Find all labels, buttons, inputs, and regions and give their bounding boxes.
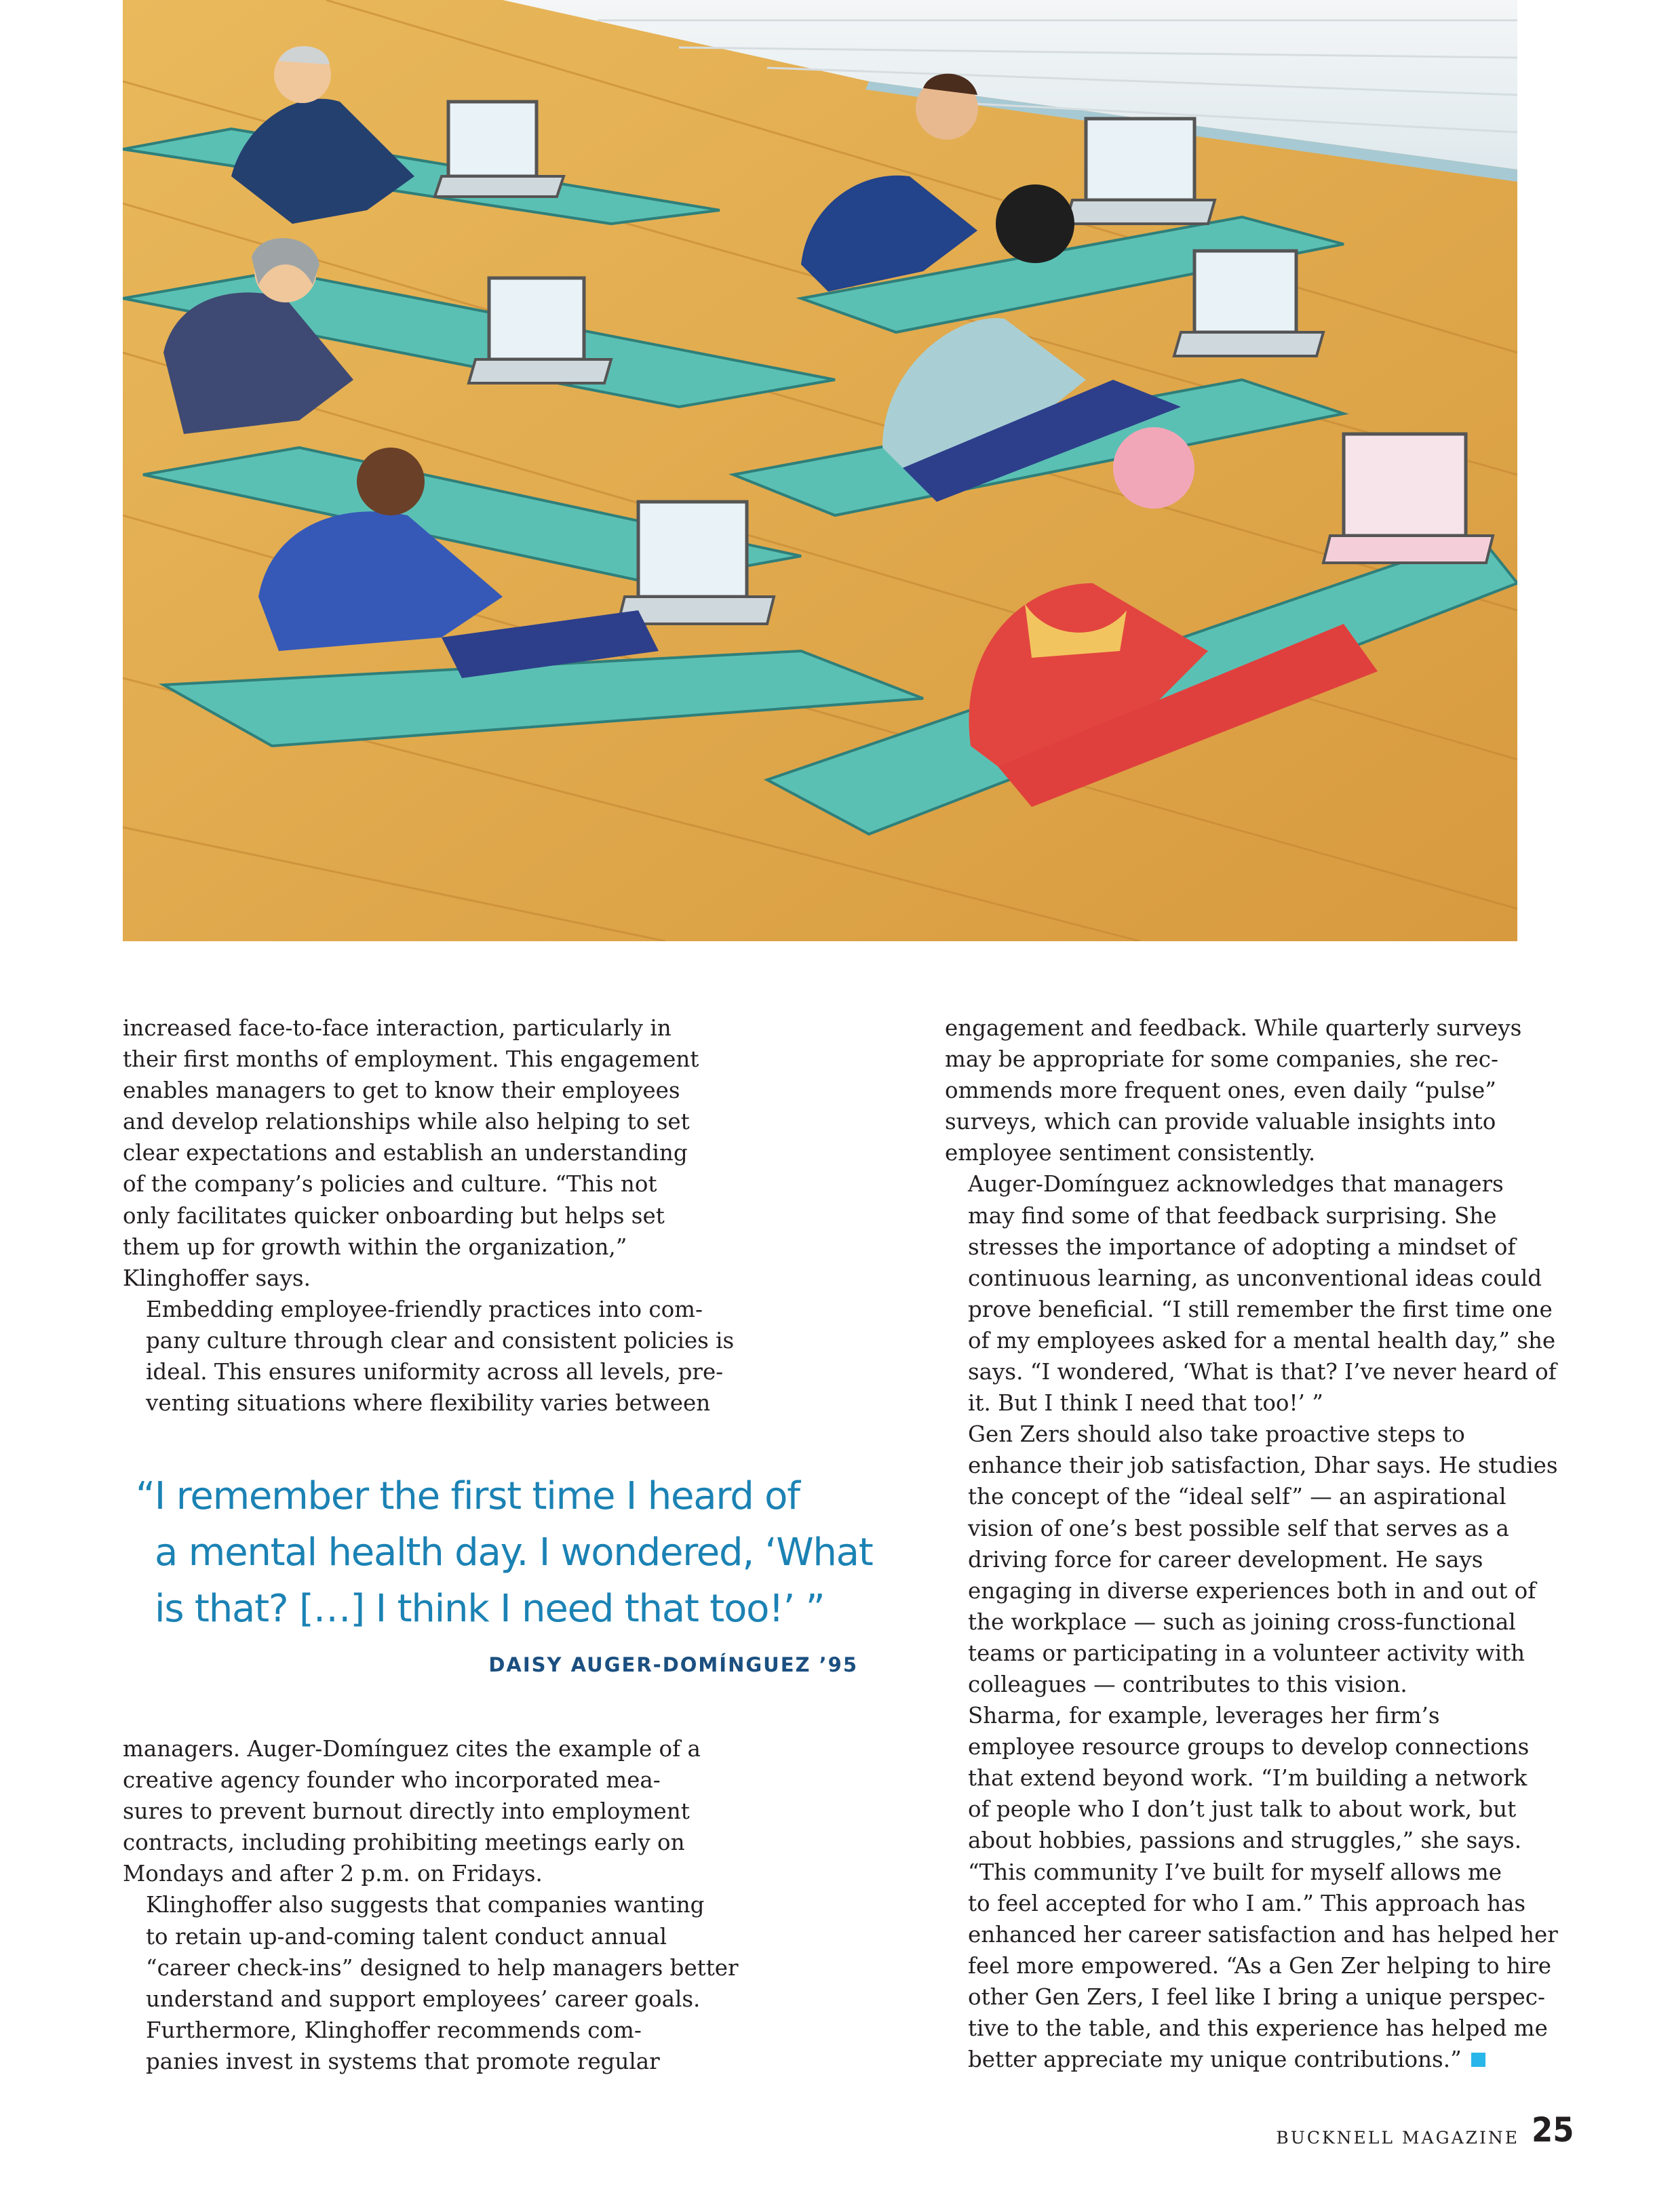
paragraph [945, 1700, 1558, 2075]
paragraph [123, 1012, 835, 1294]
paragraph [123, 1733, 835, 1889]
text-line: Furthermore, Klinghoffer recommends com- [146, 2017, 642, 2043]
text-line: colleagues — contributes to this vision. [968, 1671, 1407, 1697]
text-line: enhanced her career satisfaction and has helped her [968, 1921, 1558, 1948]
text-line: that extend beyond work. “I’m building a network [968, 1765, 1528, 1792]
pull-quote-line: “I remember the first time I heard of [136, 1474, 800, 1518]
text-line: engaging in diverse experiences both in and out of [968, 1577, 1536, 1604]
illustration-svg [123, 0, 1517, 941]
text-line: creative agency founder who incorporated mea- [123, 1767, 661, 1794]
pull-quote-line: a mental health day. I wondered, ‘What [155, 1530, 873, 1575]
article-column-right [945, 1012, 1558, 2075]
page-number: 25 [1532, 2110, 1574, 2150]
text-line: panies invest in systems that promote regular [146, 2048, 660, 2074]
paragraph [945, 1168, 1557, 1419]
pull-quote-attribution: DAISY AUGER-DOMÍNGUEZ ’95 [488, 1653, 858, 1676]
text-line: employee resource groups to develop connections [968, 1734, 1530, 1760]
text-line: of my employees asked for a mental health day,” she [968, 1327, 1556, 1354]
text-line: engagement and feedback. While quarterly surveys [945, 1015, 1522, 1041]
text-line: increased face-to-face interaction, particularly in [123, 1015, 672, 1041]
text-line: the workplace — such as joining cross-functional [968, 1608, 1516, 1635]
text-line: ommends more frequent ones, even daily “pulse” [945, 1078, 1496, 1104]
article-column-left-bottom [123, 1733, 835, 2077]
magazine-name: BUCKNELL MAGAZINE [1276, 2128, 1519, 2148]
text-line: only facilitates quicker onboarding but helps set [123, 1202, 665, 1229]
paragraph [945, 1419, 1558, 1700]
text-line: Gen Zers should also take proactive steps to [968, 1421, 1465, 1448]
text-line [945, 2044, 1542, 2075]
paragraph [123, 2015, 835, 2077]
text-line: about hobbies, passions and struggles,” she says. [968, 1828, 1522, 1854]
text-line: and develop relationships while also helping to set [123, 1109, 690, 1135]
text-line: tive to the table, and this experience has helped me [968, 2015, 1548, 2041]
text-line: prove beneficial. “I still remember the first time one [968, 1296, 1553, 1322]
text-line: ideal. This ensures uniformity across all levels, pre- [146, 1359, 724, 1385]
text-line: driving force for career development. He says [968, 1546, 1483, 1573]
text-line: Sharma, for example, leverages her firm’s [968, 1703, 1440, 1729]
text-line: other Gen Zers, I feel like I bring a unique perspec- [968, 1983, 1545, 2010]
text-line: Mondays and after 2 p.m. on Fridays. [123, 1861, 543, 1887]
end-mark-icon [1471, 2053, 1485, 2067]
pull-quote [136, 1468, 916, 1637]
text-line-content: better appreciate my unique contributions.” [968, 2047, 1462, 2073]
text-line: “career check-ins” designed to help managers better [146, 1954, 739, 1981]
pull-quote-line: is that? […] I think I need that too!’ ” [155, 1587, 825, 1631]
text-line: the concept of the “ideal self” — an aspirational [968, 1484, 1506, 1510]
text-line: Klinghoffer says. [123, 1265, 311, 1291]
text-line: enables managers to get to know their employees [123, 1078, 680, 1104]
text-line: enhance their job satisfaction, Dhar says. He studies [968, 1453, 1558, 1479]
paragraph [123, 1889, 835, 2014]
text-line: pany culture through clear and consistent policies is [146, 1327, 735, 1354]
text-line: continuous learning, as unconventional ideas could [968, 1265, 1542, 1291]
yoga-class-illustration [123, 0, 1517, 941]
text-line: clear expectations and establish an understanding [123, 1140, 688, 1166]
text-line: stresses the importance of adopting a mindset of [968, 1233, 1516, 1260]
text-line: Klinghoffer also suggests that companies wanting [146, 1892, 705, 1918]
article-column-left-top [123, 1012, 835, 1419]
paragraph [123, 1294, 835, 1419]
text-line: “This community I’ve built for myself allows me [968, 1859, 1502, 1885]
text-line: them up for growth within the organization,” [123, 1233, 627, 1260]
text-line: sures to prevent burnout directly into employment [123, 1798, 690, 1825]
text-line: understand and support employees’ career goals. [146, 1986, 701, 2012]
text-line: teams or participating in a volunteer activity with [968, 1640, 1525, 1666]
text-line: to retain up-and-coming talent conduct annual [146, 1923, 667, 1950]
text-line: venting situations where flexibility varies between [146, 1390, 711, 1417]
text-line: may find some of that feedback surprising. She [968, 1202, 1497, 1229]
text-line: managers. Auger-Domínguez cites the example of a [123, 1736, 701, 1762]
text-line: of the company’s policies and culture. “This not [123, 1171, 657, 1198]
text-line: of people who I don’t just talk to about work, but [968, 1796, 1517, 1823]
text-line: Embedding employee-friendly practices into com- [146, 1296, 703, 1322]
text-line: says. “I wondered, ‘What is that? I’ve never heard of [968, 1359, 1557, 1385]
text-line: Auger-Domínguez acknowledges that managers [968, 1171, 1504, 1198]
text-line: surveys, which can provide valuable insights into [945, 1109, 1496, 1135]
text-line: to feel accepted for who I am.” This approach has [968, 1890, 1526, 1916]
text-line: vision of one’s best possible self that serves as a [968, 1515, 1509, 1541]
text-line: may be appropriate for some companies, she rec- [945, 1046, 1498, 1073]
text-line: contracts, including prohibiting meetings early on [123, 1830, 685, 1856]
text-line: employee sentiment consistently. [945, 1140, 1316, 1166]
text-line: it. But I think I need that too!’ ” [968, 1390, 1323, 1417]
text-line: their first months of employment. This engagement [123, 1046, 699, 1073]
paragraph [945, 1012, 1542, 1168]
text-line: feel more empowered. “As a Gen Zer helping to hire [968, 1952, 1552, 1979]
